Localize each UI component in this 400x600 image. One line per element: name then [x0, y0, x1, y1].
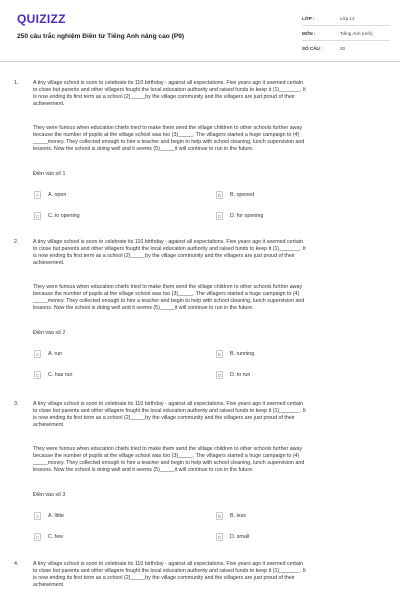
option-letter-c: C: [35, 535, 40, 540]
meta-divider: [302, 25, 390, 26]
option-text: A. run: [48, 351, 63, 357]
option-letter-d: D: [217, 373, 222, 378]
option-letter-a: A: [34, 191, 41, 199]
option-text: C. few: [48, 534, 64, 540]
passage-paragraph-2: They were furious when education chiefs tried to make them send the village children to other schools further away because the number of pupils at the village school was too (3)_____. The villagers started a huge campaign to (4) _____money. They collected enough to hire a teacher and begin to help with school cleaning, lunch supervision and lessons. Now the school is doing well and it seems (5)_____it will continue to run in the future.: [33, 446, 305, 473]
option-text: D. for opening: [230, 213, 264, 219]
quizizz-logo: QUIZIZZ: [17, 12, 66, 26]
option-letter-c: C: [35, 214, 40, 219]
worksheet-title: 250 câu trắc nghiệm Điền từ Tiếng Anh nâng cao (P9): [17, 33, 185, 40]
option-letter-d: D: [217, 535, 222, 540]
meta-class-value: Lớp 12: [340, 16, 355, 21]
option-text: B. running: [230, 351, 255, 357]
meta-count-label: SỐ CÂU :: [302, 46, 323, 51]
option-text: C. has run: [48, 372, 73, 378]
option-text: B. less: [230, 513, 246, 519]
option-text: A. little: [48, 513, 64, 519]
option-text: D. to run: [230, 372, 251, 378]
meta-class-label: LỚP :: [302, 16, 315, 21]
question-number: 1.: [14, 80, 19, 86]
question-number: 2.: [14, 239, 19, 245]
worksheet-header: [0, 0, 400, 62]
passage-paragraph-2: They were furious when education chiefs tried to make them send the village children to other schools further away because the number of pupils at the village school was too (3)_____. The villagers started a huge campaign to (4) _____money. They collected enough to hire a teacher and begin to help with school cleaning, lunch supervision and lessons. Now the school is doing well and it seems (5)_____it will continue to run in the future.: [33, 284, 305, 311]
question-prompt: Điền vào số 2: [33, 330, 66, 336]
option-letter-a: A: [34, 350, 41, 358]
option-letter-a: A: [34, 512, 41, 520]
question-prompt: Điền vào số 1: [33, 171, 66, 177]
meta-divider: [302, 40, 390, 41]
question-number: 4.: [14, 561, 19, 567]
meta-subject-value: Tiếng Anh (mới): [340, 31, 373, 36]
passage-paragraph-2: They were furious when education chiefs tried to make them send the village children to other schools further away because the number of pupils at the village school was too (3)_____. The villagers started a huge campaign to (4) _____money. They collected enough to hire a teacher and begin to help with school cleaning, lunch supervision and lessons. Now the school is doing well and it seems (5)_____it will continue to run in the future.: [33, 125, 305, 152]
option-text: D. small: [230, 534, 250, 540]
passage-paragraph-1: A tiny village school is soon to celebrate its 110 birthday - against all expectations. Five years ago it seemed certain to close but parents and other villagers fought the local education authority and raised funds to keep it (1)_______. It is now ending its first term as a school (2)_____by the village community and the villagers are just proud of their achievement.: [33, 80, 306, 107]
meta-subject-label: MÔN :: [302, 31, 316, 36]
option-text: B. opened: [230, 192, 255, 198]
option-letter-b: B: [216, 512, 223, 520]
option-letter-c: C: [35, 373, 40, 378]
passage-paragraph-1: A tiny village school is soon to celebrate its 110 birthday - against all expectations. Five years ago it seemed certain to close but parents and other villagers fought the local education authority and raised funds to keep it (1)_______. It is now ending its first term as a school (2)_____by the village community and the villagers are just proud of their achievement.: [33, 561, 306, 588]
option-letter-d: D: [217, 214, 222, 219]
option-text: C. to opening: [48, 213, 80, 219]
question-prompt: Điền vào số 3: [33, 492, 66, 498]
option-letter-b: B: [216, 191, 223, 199]
option-text: A. open: [48, 192, 67, 198]
passage-paragraph-1: A tiny village school is soon to celebrate its 110 birthday - against all expectations. Five years ago it seemed certain to close but parents and other villagers fought the local education authority and raised funds to keep it (1)_______. It is now ending its first term as a school (2)_____by the village community and the villagers are just proud of their achievement.: [33, 239, 306, 266]
option-letter-b: B: [216, 350, 223, 358]
passage-paragraph-1: A tiny village school is soon to celebrate its 110 birthday - against all expectations. Five years ago it seemed certain to close but parents and other villagers fought the local education authority and raised funds to keep it (1)_______. It is now ending its first term as a school (2)_____by the village community and the villagers are just proud of their achievement.: [33, 401, 306, 428]
meta-count-value: 20: [340, 46, 346, 51]
question-number: 3.: [14, 401, 19, 407]
